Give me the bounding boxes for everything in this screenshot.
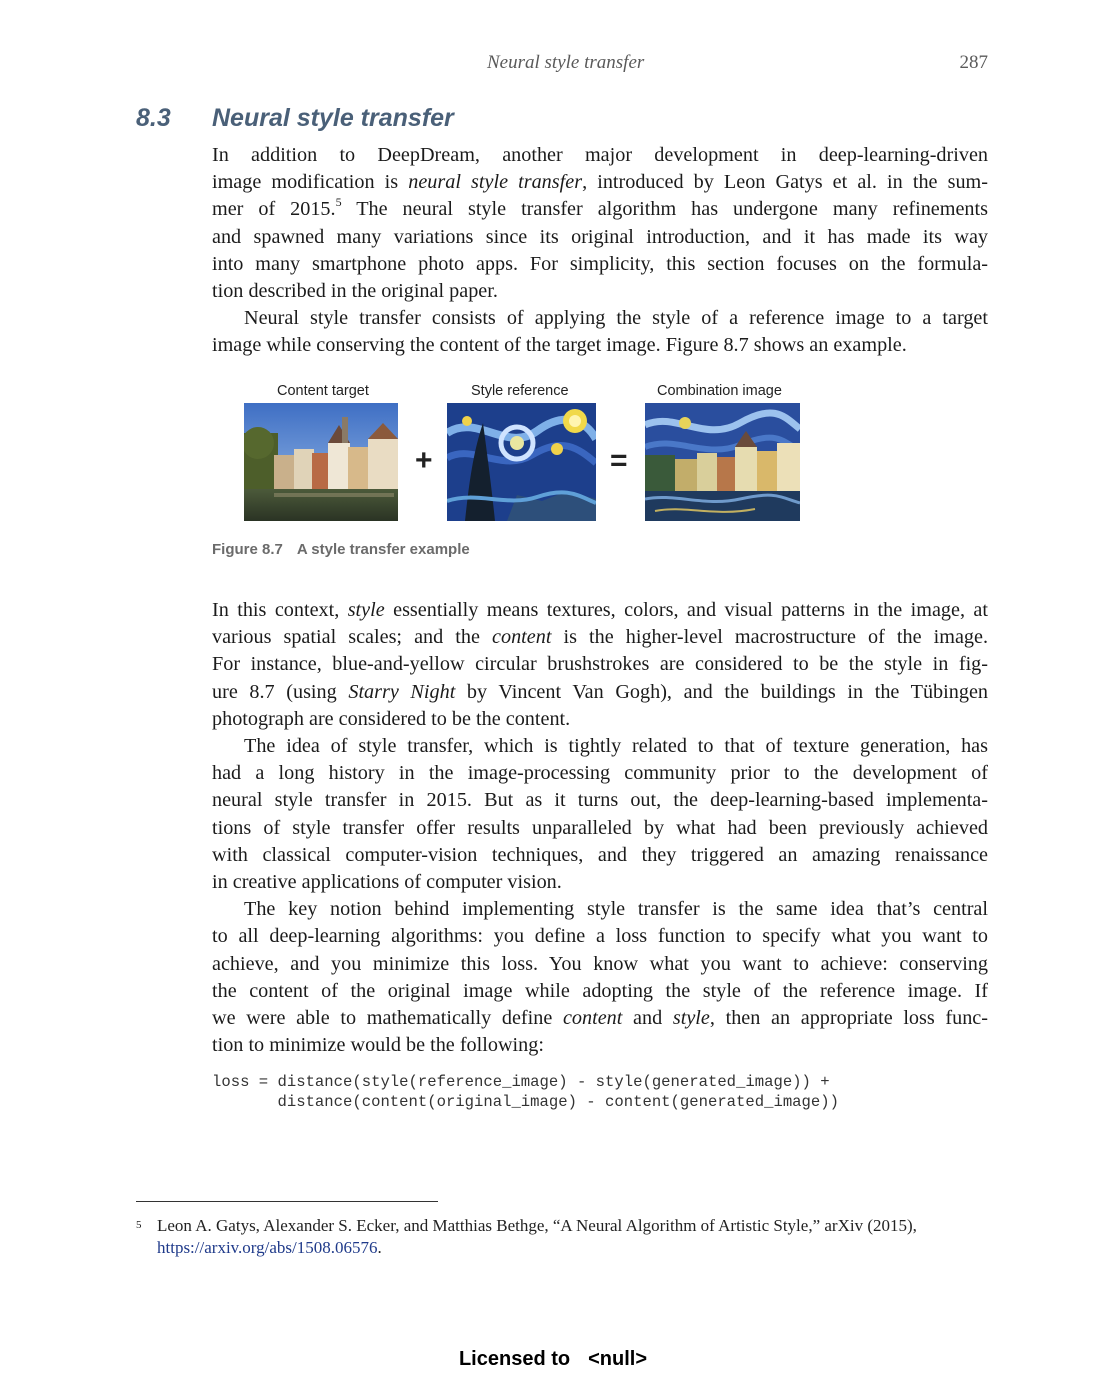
paragraph-history — [212, 733, 988, 896]
text-line: neural style transfer in 2015. But as it turns out, the deep-learning-based implementa- — [212, 789, 988, 812]
emphasis: style — [672, 1007, 710, 1030]
style-reference-image — [447, 403, 596, 521]
text-line: photograph are considered to be the content. — [212, 707, 571, 730]
text-line: tions of style transfer offer results unparalleled by what had been previously achieved — [212, 816, 988, 839]
license-notice — [0, 1348, 1106, 1371]
text-line: Neural style transfer consists of applying the style of a reference image to a target — [244, 307, 988, 330]
running-title: Neural style transfer — [487, 52, 645, 73]
text-line: in creative applications of computer vision. — [212, 871, 562, 894]
footnote-link-wrap: https://arxiv.org/abs/1508.06576. — [157, 1238, 382, 1257]
page-number: 287 — [959, 52, 988, 73]
text-line: with classical computer-vision techniques, and they triggered an amazing renaissance — [212, 843, 988, 866]
code-line: distance(content(original_image) - content(generated_image)) — [212, 1093, 839, 1111]
text-line: For instance, blue-and-yellow circular brushstrokes are considered to be the style in fig- — [212, 653, 988, 676]
paragraph-key-notion — [212, 896, 988, 1059]
footnote-link[interactable]: https://arxiv.org/abs/1508.06576 — [157, 1238, 378, 1257]
license-value: <null> — [588, 1348, 648, 1370]
text-line: and spawned many variations since its original introduction, and it has made its way — [212, 225, 988, 248]
figure-label-content: Content target — [277, 383, 369, 399]
text-line: tion described in the original paper. — [212, 280, 498, 303]
text-line: ure 8.7 (using Starry Night by Vincent Van Gogh), and the buildings in the Tübingen — [212, 680, 988, 703]
plus-operator: + — [415, 444, 433, 477]
license-label: Licensed to — [458, 1348, 571, 1370]
footnote-text: Leon A. Gatys, Alexander S. Ecker, and Matthias Bethge, “A Neural Algorithm of Artistic Style,” arXiv (2015), — [157, 1216, 917, 1235]
text-line: into many smartphone photo apps. For simplicity, this section focuses on the formula- — [212, 252, 988, 275]
paragraph-intro — [212, 142, 988, 360]
emphasis: neural style transfer — [408, 171, 583, 194]
emphasis: Starry Night — [348, 680, 456, 703]
figure-caption — [212, 541, 470, 558]
emphasis: content — [492, 626, 552, 649]
text-line: image while conserving the content of the target image. Figure 8.7 shows an example. — [212, 334, 907, 357]
figure-style-transfer — [212, 380, 832, 565]
text-line: In addition to DeepDream, another major development in deep-learning-driven — [212, 144, 988, 166]
running-head — [212, 52, 988, 76]
equals-operator: = — [610, 444, 628, 477]
text-line: had a long history in the image-processing community prior to the development of — [212, 762, 988, 785]
text-line: to all deep-learning algorithms: you define a loss function to specify what you want to — [212, 925, 988, 948]
emphasis: content — [562, 1007, 623, 1030]
text-line: image modification is neural style transfer, introduced by Leon Gatys et al. in the sum- — [212, 171, 988, 194]
content-target-image — [244, 403, 398, 521]
section-number: 8.3 — [136, 104, 171, 132]
paragraph-definition — [212, 305, 988, 359]
text-line: we were able to mathematically define content and style, then an appropriate loss func- — [212, 1007, 988, 1030]
code-line: loss = distance(style(reference_image) - style(generated_image)) + — [212, 1073, 830, 1091]
emphasis: style — [347, 599, 385, 621]
figure-caption-number: Figure 8.7 — [212, 541, 283, 558]
text-line: In this context, style essentially means textures, colors, and visual patterns in the image, at — [212, 599, 988, 621]
code-block — [212, 1072, 839, 1112]
text-line: The key notion behind implementing style transfer is the same idea that’s central — [244, 898, 988, 921]
figure-caption-title: A style transfer example — [296, 541, 470, 558]
paragraph-context — [212, 597, 988, 1059]
combination-image — [645, 403, 800, 521]
section-title: Neural style transfer — [212, 104, 454, 132]
text-line: tion to minimize would be the following: — [212, 1034, 544, 1057]
figure-label-combination: Combination image — [657, 383, 782, 399]
footnote-divider — [136, 1201, 438, 1202]
text-line: various spatial scales; and the content is the higher-level macrostructure of the image. — [212, 626, 989, 649]
text-line: The idea of style transfer, which is tightly related to that of texture generation, has — [244, 735, 988, 758]
footnote-mark: 5 — [136, 1219, 142, 1231]
text-line: achieve, and you minimize this loss. You know what you want to achieve: conserving — [212, 952, 988, 975]
figure-label-style: Style reference — [471, 383, 569, 399]
text-line: mer of 2015.$^5$ The neural style transfer algorithm has undergone many refinements — [212, 195, 988, 221]
footnote-ref: 5 — [335, 195, 342, 210]
text-line: the content of the original image while adopting the style of the reference image. If — [212, 979, 988, 1002]
